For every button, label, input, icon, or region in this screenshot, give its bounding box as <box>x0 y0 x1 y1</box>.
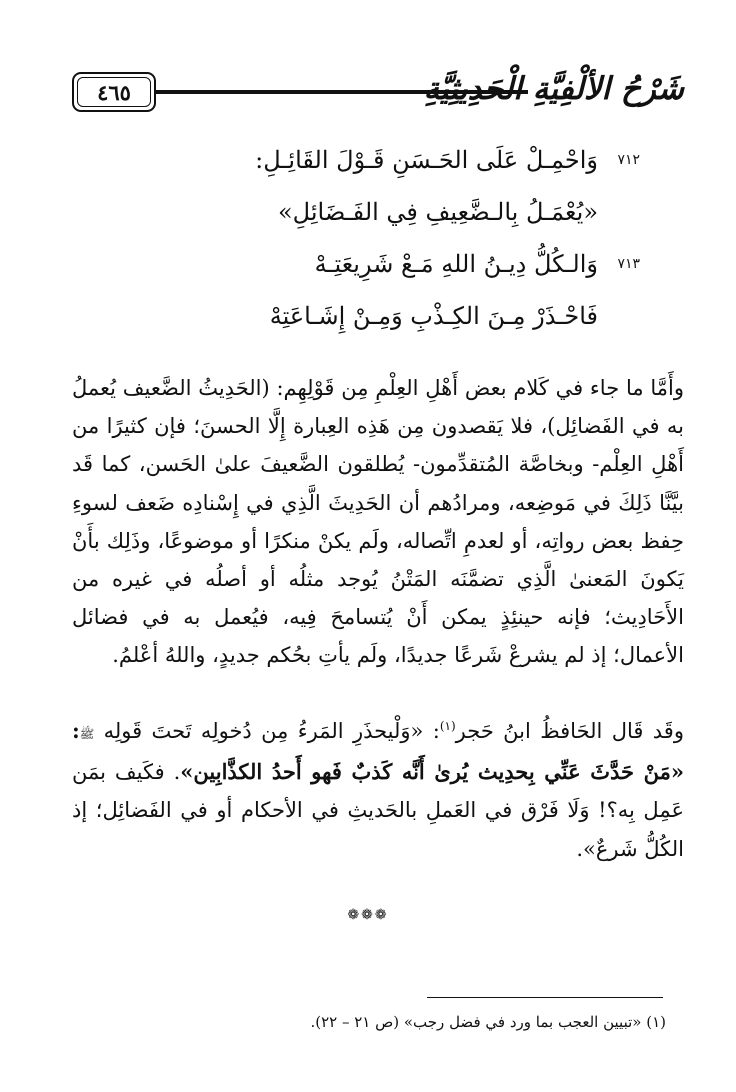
page-number: ٤٦٥ <box>77 77 151 107</box>
quote-start: : «وَلْيحذَرِ المَرءُ مِن دُخولِه تَحتَ قَولِه <box>94 719 440 743</box>
verse-number: ٧١٢ <box>617 152 640 168</box>
commentary-paragraph: وأَمَّا ما جاء في كَلام بعض أَهْلِ العِلْمِ مِن قَوْلِهِم: (الحَدِيثُ الضَّعيف يُعملُ به في الفَضائِل)، فلا يَقصدون مِن هَذِه العِبارة إِلَّا الحسنَ؛ فإن كثيرًا من أَهْلِ العِلْم- وبخاصَّة المُتقدِّمون- يُطلقون الضَّعيفَ علىٰ الحَسن، كما قَد بيَّنَّا ذَلِكَ في مَوضِعه، ومرادُهم أن الحَدِيثَ الَّذِي في إِسْنادِه ضَعف لسوءِ حِفظ بعض رواتِه، أو لعدمِ اتِّصاله، ولَم يكنْ منكرًا أو موضوعًا، وذَلِك بأَنْ يَكونَ المَعنىٰ الَّذِي تضمَّنَه المَتْنُ يُوجد مثلُه أو أصلُه في غيره من الأَحَادِيث؛ فإنه حينئِذٍ يمكن أَنْ يُتسامحَ فِيه، فيُعمل به في فضائل الأعمال؛ إذ لم يشرعْ شَرعًا جديدًا، ولَم يأتِ بحُكم جديدٍ، واللهُ أعْلمُ. <box>72 376 684 668</box>
verse-text: وَالـكُلُّ دِيـنُ اللهِ مَـعْ شَرِيعَتِـهْ <box>314 250 598 278</box>
page-header <box>72 72 684 124</box>
quote-lead: وقَد قَال الحَافظُ ابنُ حَجر <box>455 719 684 743</box>
section-separator-ornament: ❁❁❁ <box>347 907 389 923</box>
hadith-text: : «مَنْ حَدَّثَ عَنِّي بِحدِيث يُرىٰ أَنَّه كَذبٌ فَهو أَحدُ الكذَّابِين» <box>72 718 684 785</box>
verse-text: فَاحْـذَرْ مِـنَ الكِـذْبِ وَمِـنْ إِشَـاعَتِهْ <box>269 302 598 330</box>
footnote-reference: (١) <box>439 719 456 733</box>
salla-symbol: ﷺ <box>79 727 95 741</box>
verse-text: وَاحْمِـلْ عَلَى الحَـسَنِ قَـوْلَ القَائِـلِ: <box>255 146 598 174</box>
poem-verse-713-second-hemistich <box>100 296 640 336</box>
footnote-rule <box>427 997 663 998</box>
verse-number: ٧١٣ <box>617 256 640 272</box>
poem-verse-712-second-hemistich <box>100 192 640 232</box>
book-title: شَرْحُ الألْفِيَّةِ الْحَدِيثِيَّةِ <box>423 71 684 107</box>
page-number-frame <box>72 72 156 112</box>
verse-text: «يُعْمَـلُ بِالـضَّعِيفِ فِي الفَـضَائِلِ» <box>277 198 598 226</box>
footnote: (١) «تبيين العجب بما ورد في فضل رجب» (ص ٢١ – ٢٢). <box>310 1013 666 1031</box>
poem-verse-712-first-hemistich <box>100 140 640 180</box>
poem-verse-713-first-hemistich <box>100 244 640 284</box>
ibn-hajar-quote-paragraph <box>72 712 684 868</box>
quote-rest: . فكَيف بمَن عَمِل بِه؟! وَلَا فَرْق في العَملِ بالحَديثِ في الأحكام أو في الفَضائِل؛ إذ الكُلُّ شَرعٌ». <box>72 760 684 861</box>
